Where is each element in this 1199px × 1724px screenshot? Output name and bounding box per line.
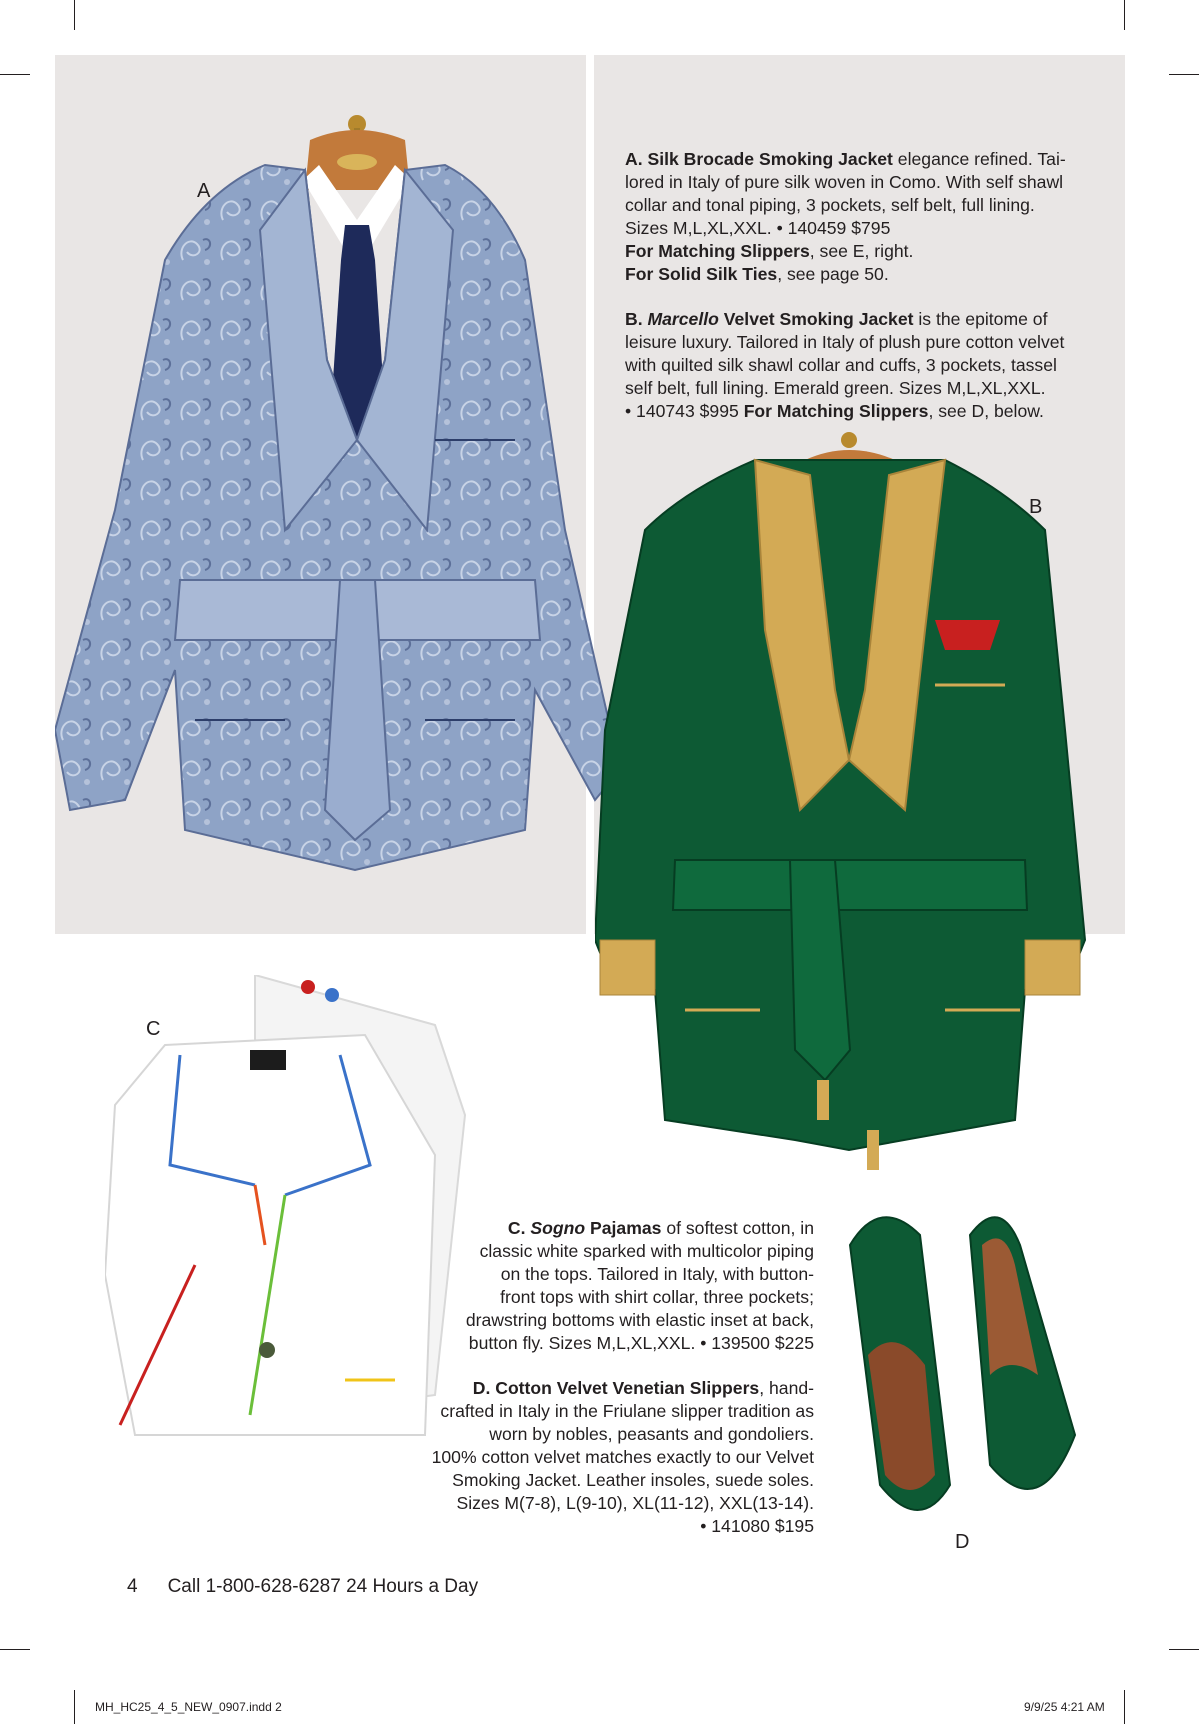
- item-d-title: D. Cotton Velvet Venetian Slippers: [472, 1378, 760, 1398]
- crop-mark: [1124, 0, 1125, 30]
- item-a-title: A. Silk Brocade Smoking Jacket: [625, 149, 893, 169]
- silk-brocade-jacket-image[interactable]: [55, 110, 625, 950]
- label-d: D: [955, 1531, 970, 1553]
- item-a-description: A. Silk Brocade Smoking Jacket elegance refined. Tai- lored in Italy of pure silk woven in Como. With self shawl collar and tonal piping, 3 pockets, self belt, full lining. Sizes M,L,XL,XXL. • 140459 $795 For Matching Slippers, see E, right. For Solid Silk Ties, see page 50.: [625, 149, 1066, 284]
- call-phone-link[interactable]: Call 1-800-628-6287 24 Hours a Day: [167, 1576, 479, 1597]
- slug-date: 9/9/25 4:21 AM: [1024, 1700, 1105, 1714]
- item-a-ties-link[interactable]: For Solid Silk Ties: [625, 264, 778, 284]
- crop-mark: [0, 1649, 30, 1650]
- item-d-description: D. Cotton Velvet Venetian Slippers, hand- crafted in Italy in the Friulane slipper tradition as worn by nobles, peasants and gondoliers. 100% cotton velvet matches exactly to our Velvet Smoking Jacket. Leather insoles, suede soles. Sizes M(7-8), L(9-10), XL(11-12), XXL(13-14). • 141080 $195: [431, 1378, 814, 1536]
- crop-mark: [74, 0, 75, 30]
- label-a: A: [197, 180, 211, 202]
- item-b-slippers-link[interactable]: For Matching Slippers: [743, 401, 929, 421]
- page-footer: [127, 1576, 478, 1598]
- item-b-description: B. Marcello Velvet Smoking Jacket is the epitome of leisure luxury. Tailored in Italy of plush pure cotton velvet with quilted silk shawl collar and cuffs, 3 pockets, tassel self belt, full lining. Emerald green. Sizes M,L,XL,XXL. • 140743 $995 For Matching Slippers, see D, below.: [625, 309, 1065, 421]
- page-number: 4: [127, 1576, 138, 1597]
- crop-mark: [0, 74, 30, 75]
- crop-mark: [1169, 74, 1199, 75]
- crop-mark: [74, 1690, 75, 1724]
- slug-filename: MH_HC25_4_5_NEW_0907.indd 2: [95, 1700, 282, 1714]
- label-b: B: [1029, 496, 1043, 518]
- crop-mark: [1169, 1649, 1199, 1650]
- label-c: C: [146, 1018, 161, 1040]
- item-c-description: C. Sogno Pajamas of softest cotton, in classic white sparked with multicolor piping on the tops. Tailored in Italy, with button- front tops with shirt collar, three pockets; drawstring bottoms with elastic inset at back, button fly. Sizes M,L,XL,XXL. • 139500 $225: [465, 1218, 814, 1353]
- crop-mark: [1124, 1690, 1125, 1724]
- velvet-slippers-image[interactable]: [840, 1205, 1085, 1525]
- item-b-title: B. Marcello Velvet Smoking Jacket: [625, 309, 914, 329]
- item-c-title: C. Sogno Pajamas: [507, 1218, 662, 1238]
- velvet-smoking-jacket-image[interactable]: [595, 430, 1100, 1200]
- item-a-slippers-link[interactable]: For Matching Slippers: [625, 241, 810, 261]
